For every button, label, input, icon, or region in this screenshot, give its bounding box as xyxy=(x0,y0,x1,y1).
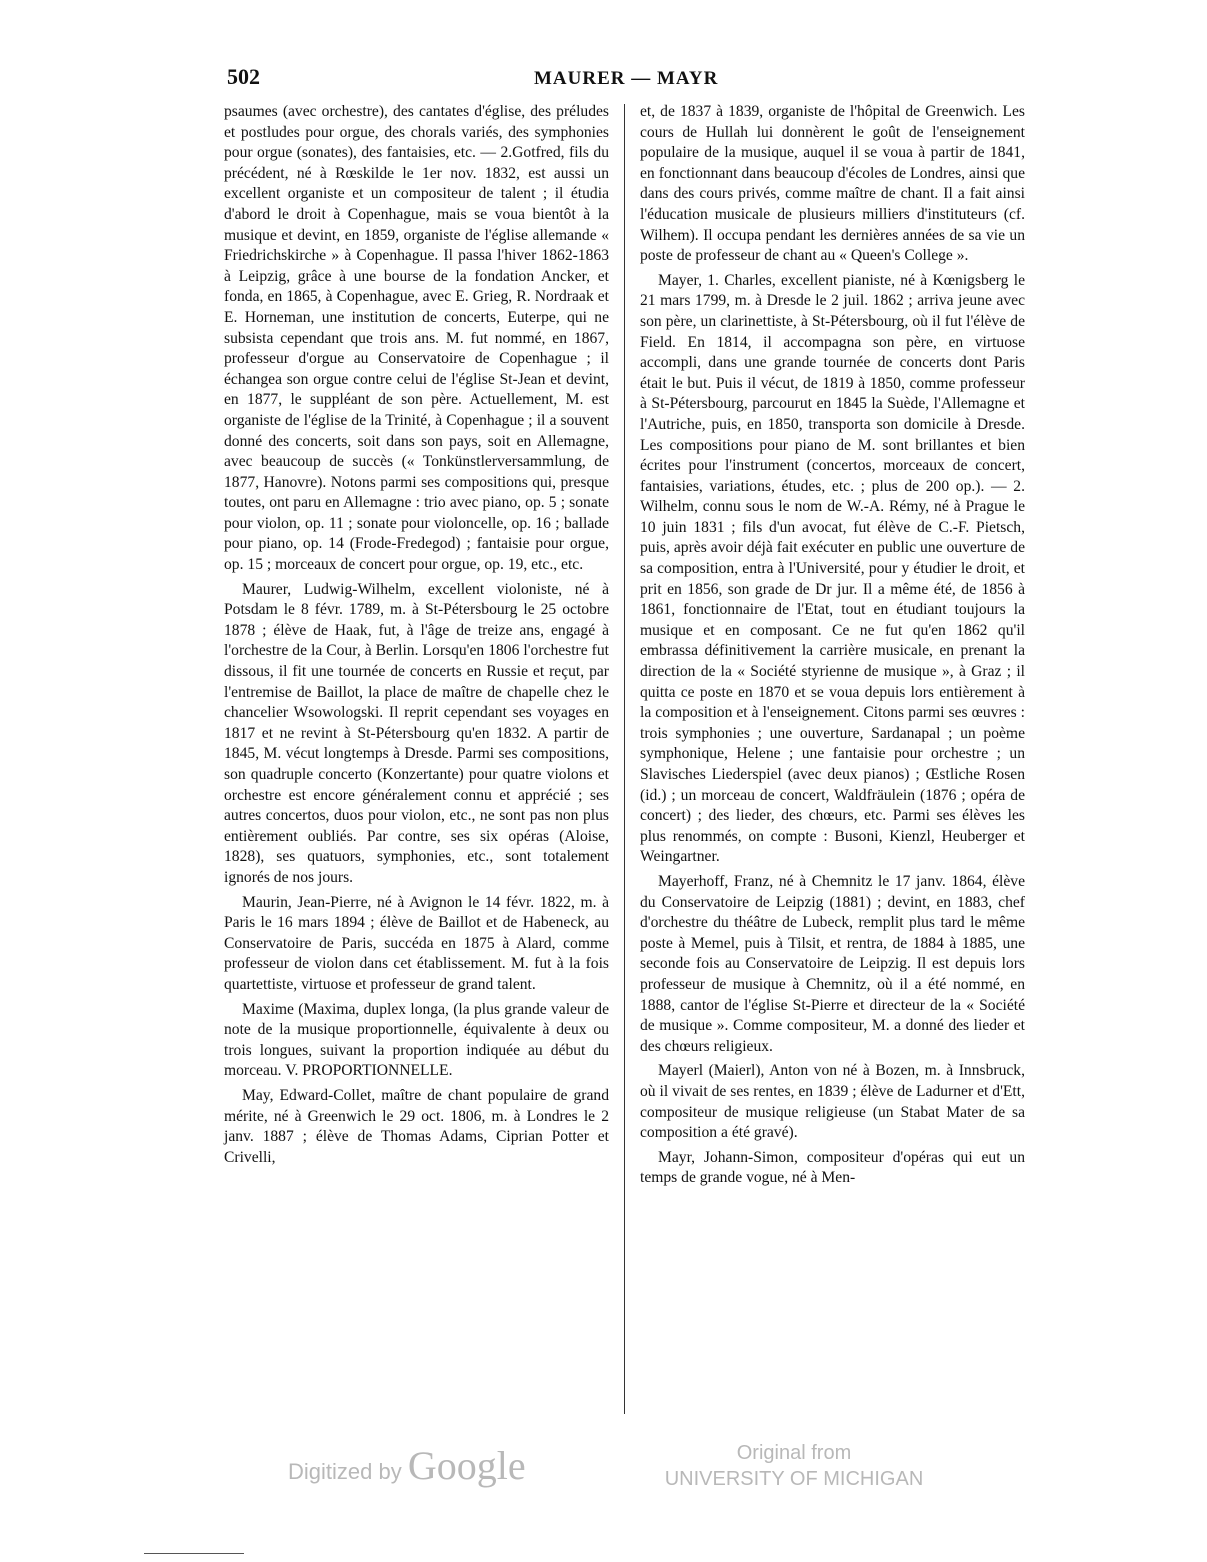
original-from-watermark xyxy=(664,1440,924,1492)
entry-may: May, Edward-Collet, maître de chant populaire de grand mérite, né à Greenwich le 29 oct. 1806, m. à Londres le 2 janv. 1887 ; élève de Thomas Adams, Ciprian Potter et Crivelli, xyxy=(224,1086,609,1166)
entry-may-continuation: et, de 1837 à 1839, organiste de l'hôpital de Greenwich. Les cours de Hullah lui donnèrent le goût de l'enseignement populaire de la musique, auquel il se voua à partir de 1841, en fonctionnant dans beaucoup d'écoles de Londres, ainsi que dans des cours privés, comme maître de chant. Il a fait ainsi l'éducation musicale de plusieurs milliers d'instituteurs (cf. Wilhem). Il occupa pendant les dernières années de sa vie un poste de professeur de chant au « Queen's College ». xyxy=(640,103,1025,265)
entry-maurin: Maurin, Jean-Pierre, né à Avignon le 14 févr. 1822, m. à Paris le 16 mars 1894 ; élève de Baillot et de Habeneck, au Conservatoire de Paris, succéda en 1875 à Alard, comme professeur de violon dans cet établissement. M. fut à la fois quartettiste, virtuose et professeur de grand talent. xyxy=(224,893,609,993)
entry-mayer: Mayer, 1. Charles, excellent pianiste, né à Kœnigsberg le 21 mars 1799, m. à Dresde le 2 juil. 1862 ; arriva jeune avec son père, un clarinettiste, à St-Pétersbourg, où il fut l'élève de Field. En 1814, il accompagna son père, en virtuose accompli, dans une grande tournée de concerts dont Paris était le but. Puis il vécut, de 1819 à 1850, comme professeur à St-Pétersbourg, parcourut en 1845 la Suède, l'Allemagne et l'Autriche, puis, en 1850, transporta son domicile à Dresde. Les compositions pour piano de M. sont brillantes et bien écrites pour l'instrument (concertos, morceaux de concert, fantaisies, variations, études, etc. ; plus de 200 op.). — 2. Wilhelm, connu sous le nom de W.-A. Rémy, né à Prague le 10 juin 1831 ; fils d'un avocat, fut élève de C.-F. Pietsch, puis, après avoir déjà fait exécuter en public une ouverture de sa composition, entra à l'Université, pour y étudier le droit, et prit en 1856, son grade de Dr jur. Il a même été, de 1856 à 1861, fonctionnaire de l'Etat, tout en étudiant toujours la musique et en composant. Ce ne fut qu'en 1862 qu'il embrassa définitivement la carrière musicale, en prenant la direction de la « Société styrienne de musique », à Graz ; il quitta ce poste en 1870 et se voua depuis lors entièrement à la composition et à l'enseignement. Citons parmi ses œuvres : trois symphonies ; une ouverture, Sardanapal ; un poème symphonique, Helene ; une fantaisie pour orchestre ; un Slavisches Liederspiel (avec deux pianos) ; Œstliche Rosen (id.) ; un morceau de concert, Waldfräulein (1876 ; opéra de concert) ; des lieder, des chœurs, etc. Parmi ses élèves les plus renommés, on compte : Busoni, Kienzl, Heuberger et Weingartner. xyxy=(640,271,1025,866)
entry-continuation: psaumes (avec orchestre), des cantates d'église, des préludes et postludes pour orgue, des chorals variés, des symphonies pour orgue (sonates), des fantaisies, etc. — 2.Gotfred, fils du précédent, né à Rœskilde le 1er nov. 1832, est aussi un excellent organiste et un compositeur de talent ; il étudia d'abord le droit à Copenhague, mais se voua bientôt à la musique et devint, en 1859, organiste de l'église allemande « Friedrichskirche » à Copenhague. Il passa l'hiver 1862-1863 à Leipzig, grâce à une bourse de la fondation Ancker, et fonda, en 1865, à Copenhague, avec E. Grieg, R. Nordraak et E. Horneman, une institution de concerts, Euterpe, qui ne subsista cependant que trois ans. M. fut nommé, en 1867, professeur d'orgue au Conservatoire de Copenhague ; il échangea son orgue contre celui de l'église St-Jean et devint, en 1877, le suppléant de son père. Actuellement, M. est organiste de l'église de la Trinité, à Copenhague ; il a souvent donné des concerts, soit dans son pays, soit en Allemagne, avec beaucoup de succès (« Tonkünstlerversammlung, de 1877, Hanovre). Notons parmi ses compositions qui, presque toutes, ont paru en Allemagne : trio avec piano, op. 5 ; sonate pour violon, op. 11 ; sonate pour violoncelle, op. 16 ; ballade pour piano, op. 14 (Frode-Fredegod) ; fantaisie pour orgue, op. 15 ; morceaux de concert pour orgue, op. 19, etc., etc. xyxy=(224,103,609,574)
original-from-line: Original from xyxy=(736,1442,852,1464)
left-column xyxy=(224,102,609,1172)
digitized-by-watermark xyxy=(288,1442,526,1489)
google-logo: Google xyxy=(407,1443,526,1488)
right-column xyxy=(640,102,1025,1193)
entry-maurer: Maurer, Ludwig-Wilhelm, excellent violoniste, né à Potsdam le 8 févr. 1789, m. à St-Pétersbourg le 25 octobre 1878 ; élève de Haak, fut, à l'âge de treize ans, engagé à l'orchestre de la Cour, à Berlin. Lorsqu'en 1806 l'orchestre fut dissous, il fit une tournée de concerts en Russie et reçut, par l'entremise de Baillot, la place de maître de chapelle chez le chancelier Wsowologski. Il reprit cependant ses voyages en 1817 et ne revint à St-Pétersbourg qu'en 1832. A partir de 1845, M. vécut longtemps à Dresde. Parmi ses compositions, son quadruple concerto (Konzertante) pour quatre violons et orchestre est encore généralement connu et apprécié ; ses autres concertos, duos pour violon, etc., ne sont pas non plus entièrement oubliés. Par contre, ses six opéras (Aloise, 1828), ses quatuors, symphonies, etc., sont totalement ignorés de nos jours. xyxy=(224,580,609,886)
entry-mayr: Mayr, Johann-Simon, compositeur d'opéras qui eut un temps de grande vogue, né à Men- xyxy=(640,1148,1025,1187)
running-head: MAURER — MAYR xyxy=(534,68,719,89)
entry-mayerl: Mayerl (Maierl), Anton von né à Bozen, m. à Innsbruck, où il vivait de ses rentes, en 1839 ; élève de Ladurner et d'Ett, compositeur de musique religieuse (un Stabat Mater de sa composition a été gravé). xyxy=(640,1062,1025,1142)
page-number: 502 xyxy=(227,64,260,89)
bottom-rule xyxy=(144,1553,244,1554)
entry-maxime: Maxime (Maxima, duplex longa, (la plus grande valeur de note de la musique proportionnelle, équivalente à deux ou trois longues, suivant la proportion indiquée au début du morceau. V. PROPORTIONNELLE. xyxy=(224,1000,609,1080)
university-line: UNIVERSITY OF MICHIGAN xyxy=(664,1468,924,1490)
entry-mayerhoff: Mayerhoff, Franz, né à Chemnitz le 17 janv. 1864, élève du Conservatoire de Leipzig (1881) ; devint, en 1883, chef d'orchestre du théâtre de Lubeck, remplit plus tard le même poste à Memel, puis à Tilsit, et rentra, de 1884 à 1885, une seconde fois au Conservatoire de Leipzig. Il est depuis lors professeur de musique à Chemnitz, où il a été nommé, en 1888, cantor de l'église St-Pierre et directeur de la « Société de musique ». Comme compositeur, M. a donné des lieder et des chœurs religieux. xyxy=(640,872,1025,1055)
digitized-prefix: Digitized by xyxy=(288,1459,402,1484)
column-divider xyxy=(624,104,625,1414)
